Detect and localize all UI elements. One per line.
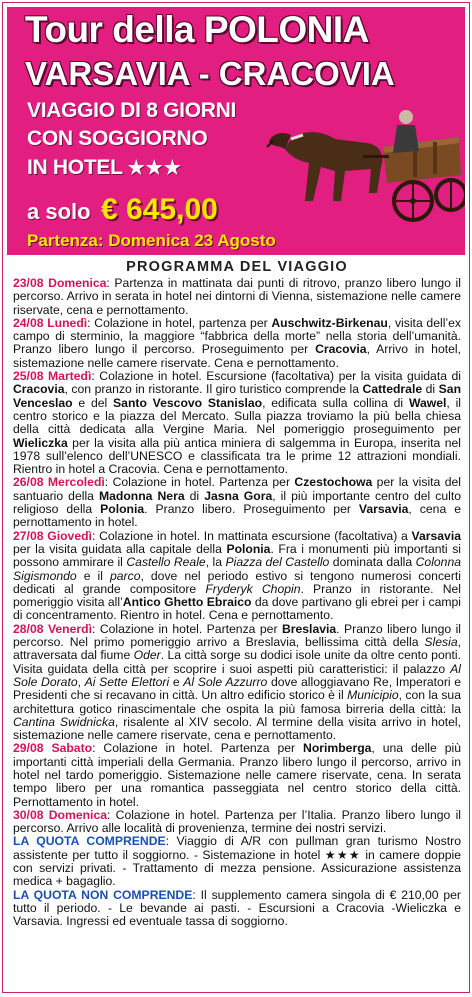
day-text: , edificata sulla collina di [262, 395, 409, 410]
day-text: . Pranzo libero. Proseguimento per [144, 502, 359, 517]
price-excludes [13, 889, 461, 929]
day-25-paragraph [13, 370, 461, 476]
day-text: , visita dell’ex campo di sterminio, la maggiore “fabbrica della morte” nella storia dell’umanità. Pranzo libero lungo il percorso. Proseguimento per [13, 315, 461, 357]
day-text: . La città sorge su dodici isole unite da oltre cento ponti. Visita guidata della città per scoprire i suoi aspetti più caratteristici: il palazzo [13, 648, 461, 676]
day-label: 24/08 Lunedì [13, 315, 88, 330]
day-text: , il centro storico e la piazza del Mercato. Sulla piazza troviamo la più bella chiesa della città dedicata alla Vergine Maria. Nel pomeriggio proseguimento per [13, 395, 462, 437]
includes-text: : Viaggio di A/R con pullman gran turismo Nostro assistente per tutto il soggiorno. - Sistemazione in hotel [13, 834, 461, 862]
day-text: , cena e pernottamento in hotel. [13, 502, 461, 530]
day-text: dominata dalla [329, 555, 416, 570]
day-text: Colazione in hotel. Partenza per [112, 475, 295, 490]
day-24-paragraph [13, 317, 461, 370]
day-text: , dove nel periodo estivo si tengono numerosi concerti dedicati al grande compositore [13, 568, 461, 596]
day-text: , Arrivo in hotel, sistemazione nelle camere riservate. Cena e pernottamento. [13, 342, 461, 370]
price-prefix: a solo [27, 199, 91, 224]
landmark-name: Municipio [347, 688, 399, 703]
day-26-paragraph [13, 476, 461, 529]
landmark-name: Al Sole Azzurro [183, 674, 268, 689]
price-row [27, 193, 218, 227]
landmark-name: Colonna Sigismondo [13, 555, 462, 583]
excludes-label: LA QUOTA NON COMPRENDE [13, 887, 193, 902]
place-name: Norimberga [303, 741, 372, 756]
day-28-paragraph [13, 623, 461, 743]
landmark-name: Ai Sette Elettori [84, 674, 170, 689]
day-text: di [184, 488, 205, 503]
place-name: Czestochowa [294, 475, 373, 490]
day-text: Colazione in hotel, partenza per [94, 315, 272, 330]
horse-carriage-photo [263, 105, 465, 231]
hotel-label: IN HOTEL [27, 156, 123, 179]
day-text: , una delle più importanti città imperiali della Germania. Pranzo libero lungo il percorso, arrivo in hotel nel tardo pomeriggio. Sistemazione nelle camere riservate, cena. In serata tempo libero per una romantica passeggiata nel centro storico della città. Pernottamento in hotel. [13, 741, 461, 809]
day-text: . Pranzo libero lungo il percorso. Nel primo pomeriggio arrivo a Breslavia, bellissima città della [13, 621, 462, 650]
day-text: e il [76, 568, 110, 583]
place-name: Cracovia [315, 342, 367, 357]
place-name: Cattedrale [362, 382, 423, 397]
day-text: . Pranzo in ristorante. Nel pomeriggio visita all’ [13, 581, 461, 610]
day-text: Colazione in hotel. Escursione (facoltativa) per la visita guidata di [99, 369, 461, 384]
place-name: Antico Ghetto Ebraico [122, 595, 252, 610]
place-name: Wieliczka [13, 435, 68, 450]
day-text: e [169, 674, 184, 689]
hotel-stars-icon: ★★★ [127, 158, 182, 179]
place-name: Breslavia [281, 621, 337, 636]
separator: : [87, 315, 95, 330]
day-label: 29/08 Sabato [13, 741, 93, 756]
separator: : [91, 621, 100, 636]
tour-banner [7, 7, 465, 255]
banner-title: Tour della POLONIA [25, 9, 369, 50]
place-name: Cracovia [13, 382, 65, 397]
landmark-name: Cantina Swidnicka [13, 714, 115, 729]
separator: : [92, 741, 104, 756]
day-text: dove alloggiavano Re, Imperatori e Presidenti che si recavano in città. Un altro edificio storico è il [13, 674, 462, 703]
day-text: , la [205, 555, 226, 570]
day-label: 27/08 Giovedì [13, 528, 92, 543]
day-text: . Fra i monumenti più importanti si possono ammirare il [13, 541, 461, 570]
advertisement-page [2, 2, 470, 993]
duration-line: VIAGGIO DI 8 GIORNI [27, 99, 236, 122]
landmark-name: Al Sole Dorato [13, 661, 461, 689]
composer-name: Fryderyk Chopin [205, 581, 301, 596]
landmark-name: Piazza del Castello [225, 555, 330, 570]
day-label: 30/08 Domenica [13, 807, 107, 822]
landmark-name: parco [109, 568, 141, 583]
travel-program [13, 259, 461, 929]
day-text: per la visita guidata alla capitale della [13, 541, 227, 556]
day-text: di [422, 382, 439, 397]
day-text: , con pranzo in ristorante. Il giro turistico comprende la [64, 382, 363, 397]
day-label: 23/08 Domenica [13, 276, 107, 290]
separator: : [91, 528, 100, 543]
place-name: Auschwitz-Birkenau [271, 315, 388, 330]
day-30-paragraph [13, 809, 461, 836]
separator: : [106, 276, 115, 290]
place-name: San Venceslao [13, 382, 462, 410]
includes-label: LA QUOTA COMPRENDE [13, 834, 166, 849]
price-value: € 645,00 [101, 193, 218, 226]
separator: : [104, 475, 113, 490]
separator: : [91, 369, 100, 384]
place-name: Polonia [226, 541, 271, 556]
place-name: Varsavia [411, 528, 461, 543]
day-text: , con la sua architettura gotico rinascimentale che ospita la più famosa birreria della città: la [13, 688, 461, 716]
day-label: 26/08 Mercoledì [13, 475, 105, 490]
place-name: Wawel [408, 395, 447, 410]
day-27-paragraph [13, 530, 461, 623]
program-heading: PROGRAMMA DEL VIAGGIO [126, 259, 348, 275]
landmark-name: Castello Reale [126, 555, 206, 570]
place-name: Jasna Gora [204, 488, 273, 503]
day-text: Colazione in hotel. Partenza per [99, 621, 282, 636]
hotel-line [27, 156, 182, 180]
day-text: Colazione in hotel. Partenza per [103, 741, 304, 756]
banner-subtitle: VARSAVIA - CRACOVIA [25, 55, 395, 92]
day-text: Colazione in hotel. In mattinata escursione (facoltativa) a [99, 528, 412, 543]
day-text: , il più importante centro del culto religioso della [13, 488, 461, 517]
day-29-paragraph [13, 742, 461, 808]
day-text: , attraversata dal fiume [13, 635, 461, 663]
excludes-text: : Il supplemento camera singola di € 210,00 per tutto il periodo. - Le bevande ai pasti. - Escursioni a Cracovia -Wieliczka e Varsavia. Ingressi ed eventuale tassa di soggiorno. [13, 887, 461, 929]
day-text: per la visita alla più antica miniera di salgemma in Europa, inserita nel 1978 sull’elenco dell’UNESCO e classificata tra le prime 12 attrazioni mondiali. Rientro in hotel a Cracovia. Cena e pernottamento. [13, 435, 461, 477]
day-text: per la visita del santuario della [13, 475, 461, 503]
day-text: e del [72, 395, 114, 410]
separator: : [107, 807, 116, 822]
place-name: Santo Vescovo Stanislao [113, 395, 263, 410]
day-text: , [77, 674, 85, 689]
price-includes [13, 835, 461, 888]
day-label: 28/08 Venerdì [13, 621, 92, 636]
day-text: , risalente al XIV secolo. Al termine della visita arrivo in hotel, sistemazione nelle camere riservate, cena e pernottamento. [13, 714, 462, 743]
river-name: Oder [133, 648, 161, 663]
day-text: Colazione in hotel. Partenza per l’Italia. Pranzo libero lungo il percorso. Arrivo alle località di provenienza, termine dei nostri servizi. [13, 807, 461, 836]
region-name: Slesia [424, 635, 458, 650]
departure-date: Partenza: Domenica 23 Agosto [27, 231, 276, 250]
includes-text: in camere doppie con servizi privati. - Trattamento di mezza pensione. Assicurazione assistenza medica + bagaglio. [13, 847, 461, 889]
hotel-stars-icon: ★★★ [324, 847, 361, 862]
day-text: Partenza in mattinata dai punti di ritrovo, pranzo libero lungo il percorso. Arrivo in serata in hotel nei dintorni di Vienna, sistemazione nelle camere riservate, cena e pernottamento. [13, 276, 461, 317]
place-name: Varsavia [358, 502, 409, 517]
place-name: Polonia [100, 502, 145, 517]
stay-line: CON SOGGIORNO [27, 127, 208, 150]
place-name: Madonna Nera [98, 488, 185, 503]
day-label: 25/08 Martedì [13, 369, 92, 384]
day-text: da dove partivano gli ebrei per i campi di concentramento. Rientro in hotel. Cena e pernottamento. [13, 595, 461, 623]
day-23-paragraph [13, 277, 461, 317]
